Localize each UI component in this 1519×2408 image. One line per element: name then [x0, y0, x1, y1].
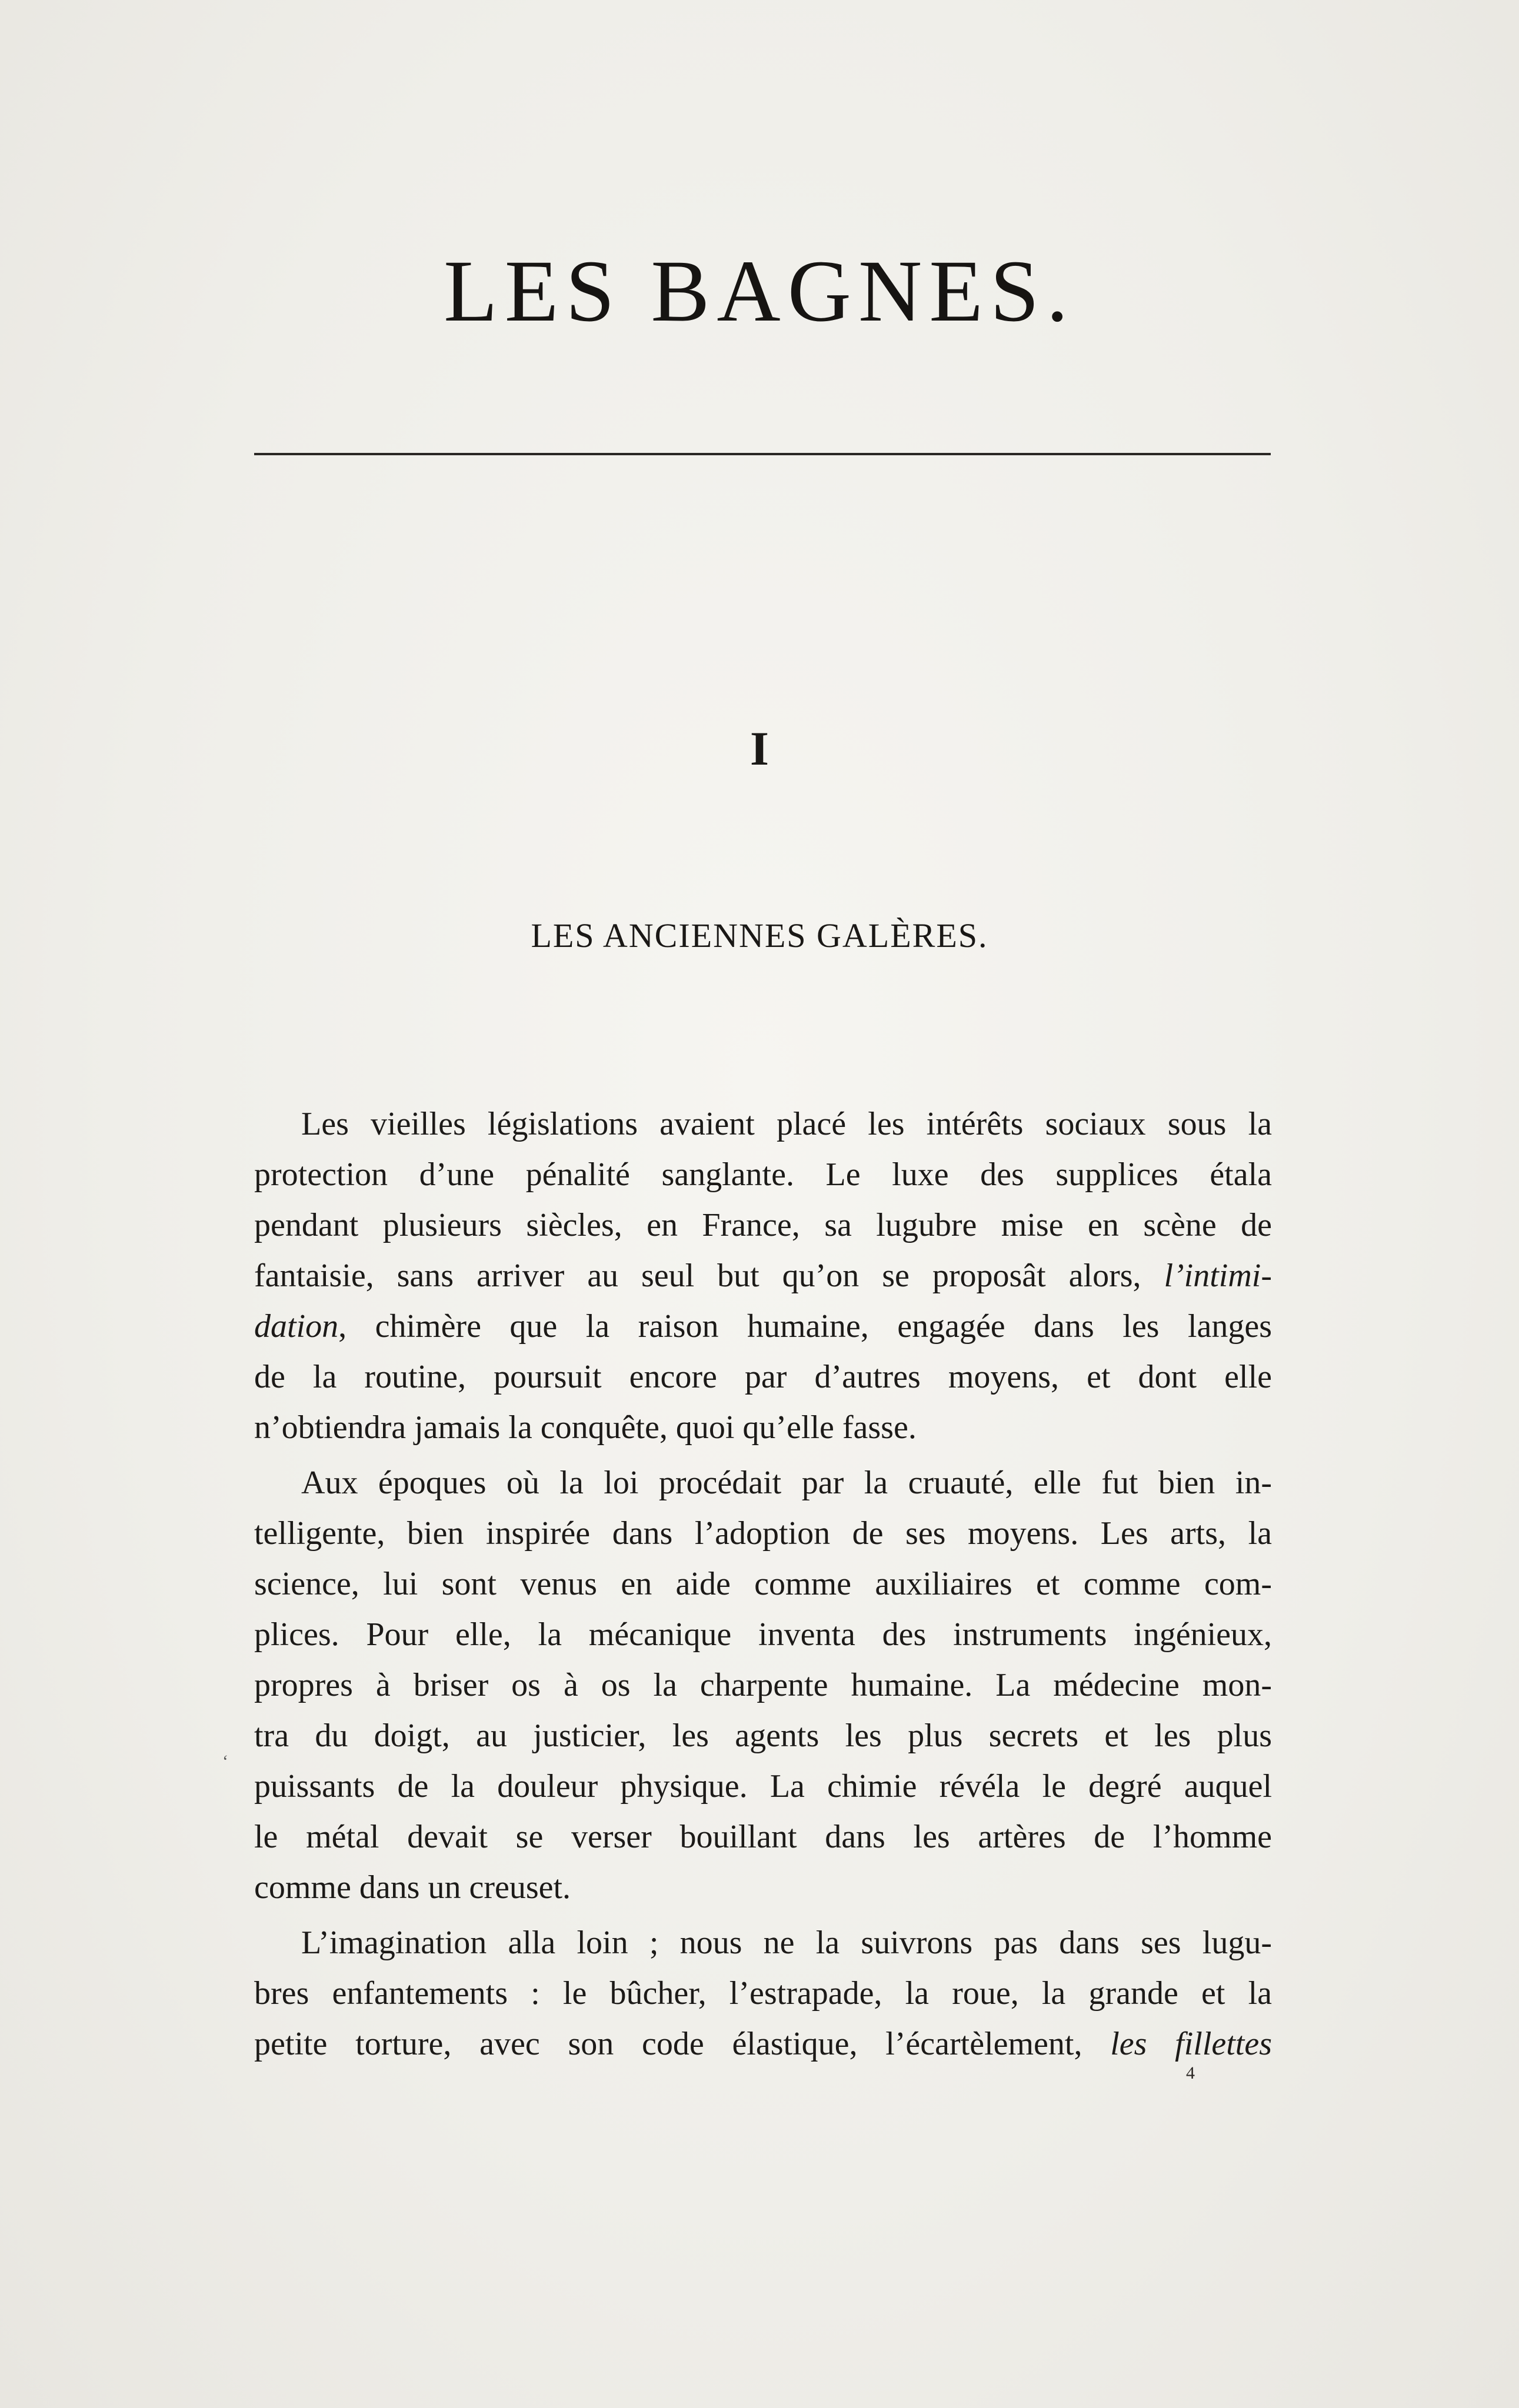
text-line: comme dans un creuset.	[254, 1869, 571, 1906]
text-line: pendant plusieurs siècles, en France, sa lugubre mise en scène de	[254, 1207, 1272, 1243]
body-text	[254, 1099, 1272, 2069]
text-line: tra du doigt, au justicier, les agents les plus secrets et les plus	[254, 1717, 1272, 1754]
title-divider	[254, 453, 1271, 455]
text-line: de la routine, poursuit encore par d’autres moyens, et dont elle	[254, 1359, 1272, 1395]
text-line: puissants de la douleur physique. La chimie révéla le degré auquel	[254, 1768, 1272, 1805]
paragraph	[254, 1458, 1272, 1913]
stray-print-mark: ‘	[222, 1752, 228, 1771]
text-line: Aux époques où la loi procédait par la cruauté, elle fut bien in-	[301, 1465, 1272, 1501]
text-segment: fantaisie, sans arriver au seul but qu’on se proposât alors,	[254, 1258, 1164, 1294]
text-line	[254, 1250, 1272, 1301]
text-line: telligente, bien inspirée dans l’adoption de ses moyens. Les arts, la	[254, 1515, 1272, 1552]
paragraph	[254, 1917, 1272, 2069]
text-line: protection d’une pénalité sanglante. Le luxe des supplices étala	[254, 1156, 1272, 1193]
text-line: Les vieilles législations avaient placé les intérêts sociaux sous la	[301, 1106, 1272, 1142]
text-line: n’obtiendra jamais la conquête, quoi qu’elle fasse.	[254, 1409, 917, 1446]
text-line: L’imagination alla loin ; nous ne la suivrons pas dans ses lugu-	[301, 1925, 1272, 1961]
page-title: LES BAGNES.	[444, 242, 1075, 340]
text-segment: petite torture, avec son code élastique, l’écartèlement,	[254, 2026, 1111, 2062]
italic-segment: les fillettes	[1110, 2026, 1272, 2062]
text-line	[254, 2019, 1272, 2069]
paragraph-gap	[254, 1453, 1272, 1458]
text-line: science, lui sont venus en aide comme auxiliaires et comme com-	[254, 1566, 1272, 1602]
paragraph	[254, 1099, 1272, 1453]
text-segment: , chimère que la raison humaine, engagée dans les langes	[338, 1308, 1272, 1345]
text-line: plices. Pour elle, la mécanique inventa des instruments ingénieux,	[254, 1616, 1272, 1653]
text-line: bres enfantements : le bûcher, l’estrapade, la roue, la grande et la	[254, 1975, 1272, 2012]
chapter-heading: LES ANCIENNES GALÈRES.	[531, 916, 988, 955]
signature-mark: 4	[1186, 2063, 1195, 2083]
text-line: le métal devait se verser bouillant dans les artères de l’homme	[254, 1819, 1272, 1855]
text-line: propres à briser os à os la charpente humaine. La médecine mon-	[254, 1667, 1272, 1703]
italic-segment: l’intimi-	[1164, 1258, 1272, 1294]
italic-segment: dation	[254, 1308, 339, 1345]
paragraph-gap	[254, 1913, 1272, 1917]
text-line	[254, 1301, 1272, 1352]
chapter-number: I	[750, 722, 769, 775]
